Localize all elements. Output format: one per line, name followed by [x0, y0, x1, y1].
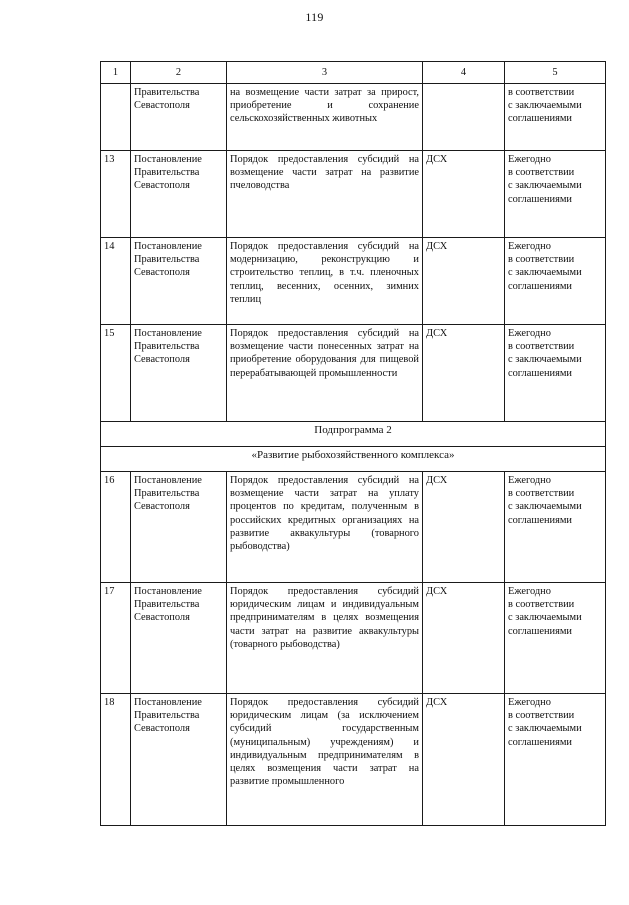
term-line: с заключаемыми [508, 612, 582, 624]
table-header-row [101, 62, 606, 84]
document-type-cell [131, 694, 227, 826]
document-type-cell [131, 84, 227, 151]
header-col-4: 4 [423, 62, 505, 84]
header-col-1: 1 [101, 62, 131, 84]
document-type-line: Севастополя [134, 100, 190, 112]
term-cell [505, 583, 606, 694]
term-line: Ежегодно [508, 475, 551, 486]
table-row [101, 325, 606, 422]
term-line: Ежегодно [508, 697, 551, 708]
responsible-cell: ДСХ [423, 325, 505, 422]
term-line: с заключаемыми [508, 267, 582, 279]
document-type-line: Севастополя [134, 180, 190, 192]
document-type-line: Севастополя [134, 501, 190, 513]
document-type-line: Правительства [134, 87, 200, 98]
document-type-cell [131, 238, 227, 325]
term-line: соглашениями [508, 113, 572, 125]
document-type-line: Севастополя [134, 354, 190, 366]
term-line: в соответствии [508, 87, 575, 98]
term-line: соглашениями [508, 625, 572, 637]
term-line: Ежегодно [508, 241, 551, 252]
term-line: соглашениями [508, 193, 572, 205]
document-type-cell [131, 583, 227, 694]
term-line: в соответствии [508, 710, 575, 722]
responsible-cell: ДСХ [423, 151, 505, 238]
term-cell [505, 238, 606, 325]
document-type-line: Постановление [134, 241, 202, 252]
term-line: с заключаемыми [508, 501, 582, 513]
subprogram-name: «Развитие рыбохозяйственного комплекса» [101, 447, 606, 472]
term-line: Ежегодно [508, 154, 551, 165]
term-cell [505, 472, 606, 583]
table-row-continuation [101, 84, 606, 151]
document-type-line: Постановление [134, 475, 202, 486]
table-row [101, 151, 606, 238]
table-row [101, 583, 606, 694]
term-line: в соответствии [508, 167, 575, 179]
term-line: соглашениями [508, 514, 572, 526]
term-cell [505, 84, 606, 151]
term-line: соглашениями [508, 280, 572, 292]
document-type-cell [131, 472, 227, 583]
term-cell [505, 325, 606, 422]
responsible-cell: ДСХ [423, 472, 505, 583]
document-type-line: Правительства [134, 710, 200, 722]
table-row [101, 694, 606, 826]
measure-name-cell: Порядок предоставления субсидий на возмещение части затрат на развитие пчеловодства [227, 151, 423, 238]
term-cell [505, 151, 606, 238]
subprogram-title: Подпрограмма 2 [101, 422, 606, 447]
document-type-cell [131, 151, 227, 238]
term-line: с заключаемыми [508, 723, 582, 735]
document-type-line: Постановление [134, 328, 202, 339]
document-type-line: Севастополя [134, 612, 190, 624]
row-number: 15 [101, 325, 131, 422]
responsible-cell: ДСХ [423, 238, 505, 325]
document-type-line: Правительства [134, 167, 200, 179]
document-type-line: Постановление [134, 697, 202, 708]
term-cell [505, 694, 606, 826]
header-col-5: 5 [505, 62, 606, 84]
measure-name-cell: Порядок предоставления субсидий на возмещение части затрат на уплату процентов по кредитам, полученным в российских кредитных организациях на развитие аквакультуры (товарного рыбоводства) [227, 472, 423, 583]
row-number: 13 [101, 151, 131, 238]
term-line: Ежегодно [508, 586, 551, 597]
responsible-cell: ДСХ [423, 583, 505, 694]
document-type-line: Правительства [134, 488, 200, 500]
row-number: 17 [101, 583, 131, 694]
document-type-line: Правительства [134, 341, 200, 353]
program-measures-table [100, 61, 606, 826]
responsible-cell [423, 84, 505, 151]
measure-name-cell: Порядок предоставления субсидий юридическим лицам (за исключением субсидий государственным (муниципальным) учреждениям) и индивидуальным предпринимателям в целях возмещения части затрат на развитие промышленного [227, 694, 423, 826]
subprogram-title-row [101, 422, 606, 447]
document-type-line: Севастополя [134, 267, 190, 279]
term-line: в соответствии [508, 341, 575, 353]
page-number: 119 [305, 10, 324, 24]
header-col-3: 3 [227, 62, 423, 84]
row-number: 18 [101, 694, 131, 826]
document-type-line: Правительства [134, 599, 200, 611]
header-col-2: 2 [131, 62, 227, 84]
responsible-cell: ДСХ [423, 694, 505, 826]
term-line: с заключаемыми [508, 354, 582, 366]
table-row [101, 472, 606, 583]
term-line: Ежегодно [508, 328, 551, 339]
subprogram-name-row [101, 447, 606, 472]
term-line: в соответствии [508, 488, 575, 500]
document-type-line: Постановление [134, 586, 202, 597]
measure-name-cell: Порядок предоставления субсидий на возмещение части понесенных затрат на приобретение оборудования для пищевой перерабатывающей промышленности [227, 325, 423, 422]
measure-name-cell: Порядок предоставления субсидий на модернизацию, реконструкцию и строительство теплиц, в т.ч. пленочных теплиц, весенних, осенних, зимних теплиц [227, 238, 423, 325]
document-type-line: Постановление [134, 154, 202, 165]
term-line: в соответствии [508, 599, 575, 611]
measure-name-cell: на возмещение части затрат за прирост, приобретение и сохранение сельскохозяйственных животных [227, 84, 423, 151]
term-line: с заключаемыми [508, 180, 582, 192]
row-number: 14 [101, 238, 131, 325]
table-row [101, 238, 606, 325]
document-type-line: Севастополя [134, 723, 190, 735]
row-number [101, 84, 131, 151]
term-line: соглашениями [508, 736, 572, 748]
document-type-line: Правительства [134, 254, 200, 266]
term-line: с заключаемыми [508, 100, 582, 112]
row-number: 16 [101, 472, 131, 583]
document-type-cell [131, 325, 227, 422]
term-line: в соответствии [508, 254, 575, 266]
term-line: соглашениями [508, 367, 572, 379]
measure-name-cell: Порядок предоставления субсидий юридическим лицам и индивидуальным предпринимателям в целях возмещения части затрат на развитие аквакультуры (товарного рыбоводства) [227, 583, 423, 694]
